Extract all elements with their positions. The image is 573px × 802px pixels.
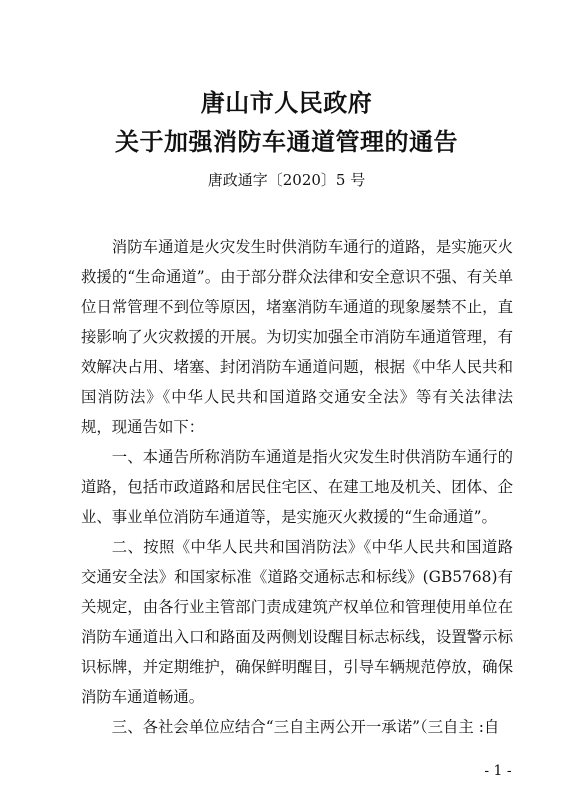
page-number: - 1 - (484, 763, 512, 779)
paragraph-article-3: 三、各社会单位应结合“三自主两公开一承诺”（三自主 :自 (111, 718, 500, 736)
document-title-issuer: 唐山市人民政府 (200, 88, 373, 117)
document-title-subject: 关于加强消防车通道管理的通告 (115, 127, 458, 156)
document-number: 唐政通字〔2020〕5 号 (207, 171, 366, 189)
paragraph-article-2: 二、按照《中华人民共和国消防法》《中华人民共和国道路交通安全法》和国家标准《道路交通标志和标线》(GB5768)有关规定，由各行业主管部门责成建筑产权单位和管理使用单位在消防车通道出入口和路面及两侧划设醒目标志标线，设置警示标识标牌，并定期维护，确保鲜明醒目，引导车辆规范停放，确保消防车通道畅通。 (81, 538, 513, 706)
paragraph-preamble: 消防车通道是火灾发生时供消防车通行的道路，是实施灭火救援的“生命通道”。由于部分群众法律和安全意识不强、有关单位日常管理不到位等原因，堵塞消防车通道的现象屡禁不止，直接影响了火灾救援的开展。为切实加强全市消防车通道管理，有效解决占用、堵塞、封闭消防车通道问题，根据《中华人民共和国消防法》《中华人民共和国道路交通安全法》等有关法律法规，现通告如下： (81, 238, 513, 436)
document-body (81, 232, 513, 742)
paragraph-article-1: 一、本通告所称消防车通道是指火灾发生时供消防车通行的道路，包括市政道路和居民住宅区、在建工地及机关、团体、企业、事业单位消防车通道等，是实施灭火救援的“生命通道”。 (81, 448, 513, 526)
